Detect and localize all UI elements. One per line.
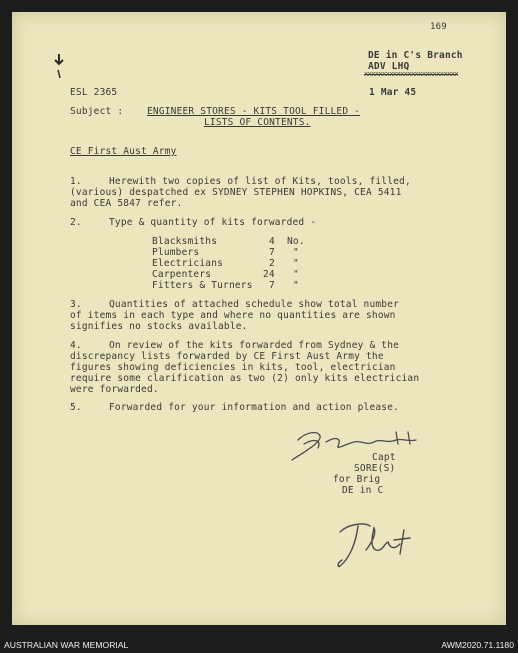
branch-line-2: ADV LHQ (368, 61, 410, 72)
signatory-office: DE in C (342, 485, 384, 496)
para-1-line: Herewith two copies of list of Kits, tools, filled, (109, 176, 411, 187)
kit-type: Carpenters (152, 269, 212, 280)
branch-line-1: DE in C's Branch (368, 50, 463, 61)
para-4-line: On review of the kits forwarded from Sydney & the (109, 340, 400, 351)
kit-unit: " (293, 258, 299, 269)
kit-unit: No. (287, 236, 305, 247)
kit-qty: 24 (263, 269, 275, 280)
para-5-number: 5. (70, 402, 82, 413)
kit-unit: " (293, 280, 299, 291)
para-1-line: and CEA 5847 refer. (70, 198, 183, 209)
kit-qty: 4 (269, 236, 275, 247)
kit-qty: 7 (269, 280, 275, 291)
para-3-number: 3. (70, 299, 82, 310)
para-4-line: discrepancy lists forwarded by CE First Aust Army the (70, 351, 384, 362)
kit-type: Plumbers (152, 247, 200, 258)
subject-line-1: ENGINEER STORES - KITS TOOL FILLED - (147, 106, 361, 117)
para-2-intro: Type & quantity of kits forwarded - (109, 217, 317, 228)
kit-unit: " (293, 247, 299, 258)
kit-type: Fitters & Turners (152, 280, 253, 291)
signatory-rank: Capt (372, 452, 396, 463)
para-5-text: Forwarded for your information and action please. (109, 402, 400, 413)
page-number: 169 (430, 22, 447, 32)
para-4-number: 4. (70, 340, 82, 351)
para-3-line: signifies no stocks available. (70, 321, 248, 332)
para-1-line: (various) despatched ex SYDNEY STEPHEN HOPKINS, CEA 5411 (70, 187, 402, 198)
kit-unit: " (293, 269, 299, 280)
kit-type: Electricians (152, 258, 224, 269)
kit-qty: 2 (269, 258, 275, 269)
para-4-line: require some clarification as two (2) only kits electrician (70, 373, 420, 384)
struck-out-line: xxxxxxxxxxxxxxxxxxxxxxxxxx (364, 70, 458, 78)
signatory-title: SORE(S) (354, 463, 396, 474)
para-2-number: 2. (70, 217, 82, 228)
para-1-number: 1. (70, 176, 82, 187)
document-page (12, 12, 506, 625)
reference-number: ESL 2365 (70, 87, 118, 98)
para-3-line: Quantities of attached schedule show total number (109, 299, 400, 310)
kit-type: Blacksmiths (152, 236, 218, 247)
kit-qty: 7 (269, 247, 275, 258)
handwritten-initials-icon (330, 512, 420, 572)
para-4-line: were forwarded. (70, 384, 159, 395)
para-3-line: of items in each type and where no quantities are shown (70, 310, 396, 321)
document-date: 1 Mar 45 (369, 87, 417, 98)
addressee: CE First Aust Army (70, 146, 177, 157)
archive-footer (0, 636, 518, 653)
handwritten-signature-icon (284, 422, 434, 464)
para-4-line: figures showing deficiencies in kits, tool, electrician (70, 362, 396, 373)
footer-institution: AUSTRALIAN WAR MEMORIAL (4, 640, 129, 650)
staple-mark-icon (52, 52, 66, 82)
subject-line-2: LISTS OF CONTENTS. (204, 117, 311, 128)
subject-label: Subject : (70, 106, 124, 117)
footer-accession-number: AWM2020.71.1180 (441, 640, 514, 650)
signatory-for-line: for Brig (333, 474, 381, 485)
